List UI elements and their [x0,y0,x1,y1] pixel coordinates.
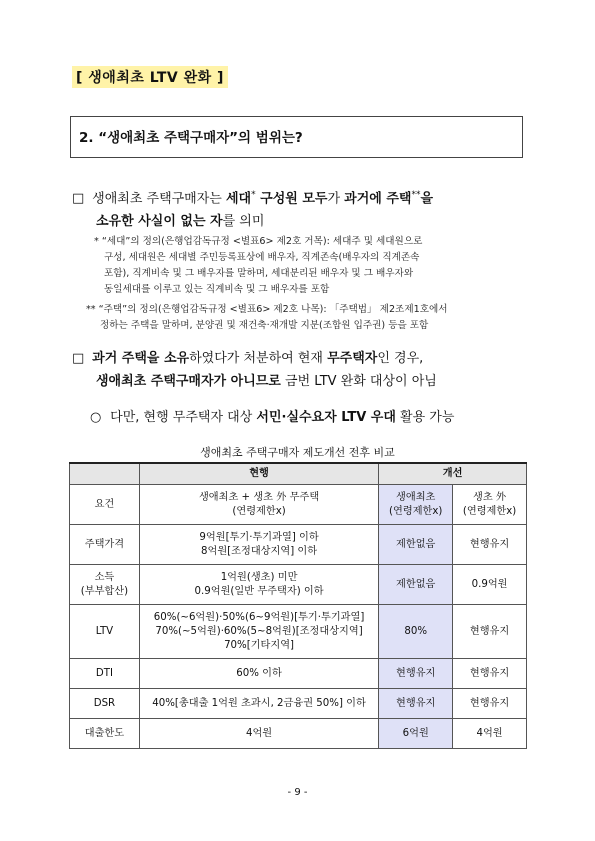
table-row [70,565,527,605]
comparison-table [69,462,527,749]
cell-line: 생애최초 + 생초 外 무주택 [198,491,320,503]
text: 가 [327,191,345,207]
circle-bullet-icon: ○ [90,410,102,425]
cell-line: (연령제한x) [389,505,443,517]
current-cell: 60% 이하 [139,659,378,689]
header-blank-cell [70,463,140,485]
current-cell: 40%[총대출 1억원 초과시, 2금융권 50%] 이하 [139,689,378,719]
improved-first-buyer-cell [379,485,453,525]
table-row [70,605,527,659]
bold-text: 구성원 모두 [255,191,328,207]
cell-line: 생초 外 [473,491,507,503]
bold-text: 과거 주택을 소유 [92,351,190,366]
cell-line: 소득 [94,571,115,583]
improved-first-buyer-cell: 80% [379,605,453,659]
current-cell [139,605,378,659]
cell-line: (연령제한x) [232,505,286,517]
footnote-mark: * [251,190,256,200]
paragraph-definition [72,184,532,233]
row-label: DSR [70,689,140,719]
cell-line: 9억원[투기·투기과열] 이하 [199,531,319,543]
note-line: 동일세대를 이루고 있는 직계비속 및 그 배우자를 포함 [104,284,330,295]
bold-text: 생애최초 주택구매자가 아니므로 [96,374,281,389]
cell-line: 70%(~5억원)·60%(5~8억원)[조정대상지역] [155,625,363,637]
note-line: 구성, 세대원은 세대별 주민등록표상에 배우자, 직계존속(배우자의 직계존속 [104,252,420,263]
note-line: 포함), 직계비속 및 그 배우자를 말하며, 세대분리된 배우자 및 그 배우자와 [104,268,414,279]
bold-text: 서민·실수요자 LTV 우대 [256,410,396,425]
improved-first-buyer-cell: 6억원 [379,719,453,749]
cell-line: 60%(~6억원)·50%(6~9억원)[투기·투기과열] [153,611,365,623]
table-row [70,719,527,749]
footnote-mark: ** [411,190,421,200]
text: 생애최초 주택구매자는 [92,191,226,207]
square-bullet-icon: □ [72,351,85,366]
header-improved: 개선 [379,463,527,485]
table-caption: 생애최초 주택구매자 제도개선 전후 비교 [200,446,395,459]
cell-line: (부부합산) [80,585,129,597]
cell-line: 생애최초 [396,491,436,503]
improved-other-cell: 현행유지 [453,605,527,659]
paragraph-alternative [90,406,540,429]
note-line: 정하는 주택을 말하며, 분양권 및 재건축·재개발 지분(조합원 입주권) 등을 포함 [100,320,429,331]
square-bullet-icon: □ [72,191,85,207]
row-label: 대출한도 [70,719,140,749]
text: 하였다가 처분하여 현재 [189,351,328,366]
bold-text: 과거에 주택 [344,191,412,207]
text: 활용 가능 [395,410,455,425]
table-row [70,525,527,565]
cell-line: 70%[기타지역] [224,639,295,651]
text: 인 경우, [377,351,424,366]
text: 를 의미 [222,214,265,230]
row-label: 주택가격 [70,525,140,565]
table-row [70,659,527,689]
current-cell [139,565,378,605]
bold-text: 소유한 사실이 없는 자 [96,214,223,230]
question-box-title: 2. “생애최초 주택구매자”의 범위는? [70,116,523,158]
improved-other-cell: 현행유지 [453,689,527,719]
text: 금번 LTV 완화 대상이 아님 [280,374,437,389]
current-cell: 4억원 [139,719,378,749]
current-cell [139,525,378,565]
note-line: ** “주택”의 정의(은행업감독규정 <별표6> 제2호 나목): 「주택법」 제2조제1호에서 [86,304,448,315]
current-cell [139,485,378,525]
page-number: - 9 - [287,787,308,798]
table-row [70,689,527,719]
bold-text: 세대 [226,191,252,207]
improved-first-buyer-cell: 현행유지 [379,659,453,689]
paragraph-past-owner [72,347,532,393]
improved-other-cell: 현행유지 [453,659,527,689]
improved-other-cell [453,485,527,525]
improved-first-buyer-cell: 제한없음 [379,565,453,605]
improved-other-cell: 현행유지 [453,525,527,565]
cell-line: (연령제한x) [462,505,517,517]
cell-line: 1억원(생초) 미만 [220,571,298,583]
row-label: DTI [70,659,140,689]
row-label: 요건 [70,485,140,525]
row-label: LTV [70,605,140,659]
table-row [70,485,527,525]
table-header-row [70,463,527,485]
bold-text: 무주택자 [327,351,378,366]
footnote-house [86,302,536,334]
cell-line: 0.9억원(일반 무주택자) 이하 [194,585,324,597]
footnote-household [94,234,534,298]
text: 다만, 현행 무주택자 대상 [110,410,257,425]
note-line: * “세대”의 정의(은행업감독규정 <별표6> 제2호 거목): 세대주 및 세대원으로 [94,236,423,247]
cell-line: 8억원[조정대상지역] 이하 [201,545,318,557]
header-current: 현행 [139,463,378,485]
improved-other-cell: 4억원 [453,719,527,749]
row-label [70,565,140,605]
section-title: [ 생애최초 LTV 완화 ] [72,66,228,88]
improved-first-buyer-cell: 현행유지 [379,689,453,719]
improved-first-buyer-cell: 제한없음 [379,525,453,565]
bold-text: 을 [420,191,434,207]
improved-other-cell: 0.9억원 [453,565,527,605]
